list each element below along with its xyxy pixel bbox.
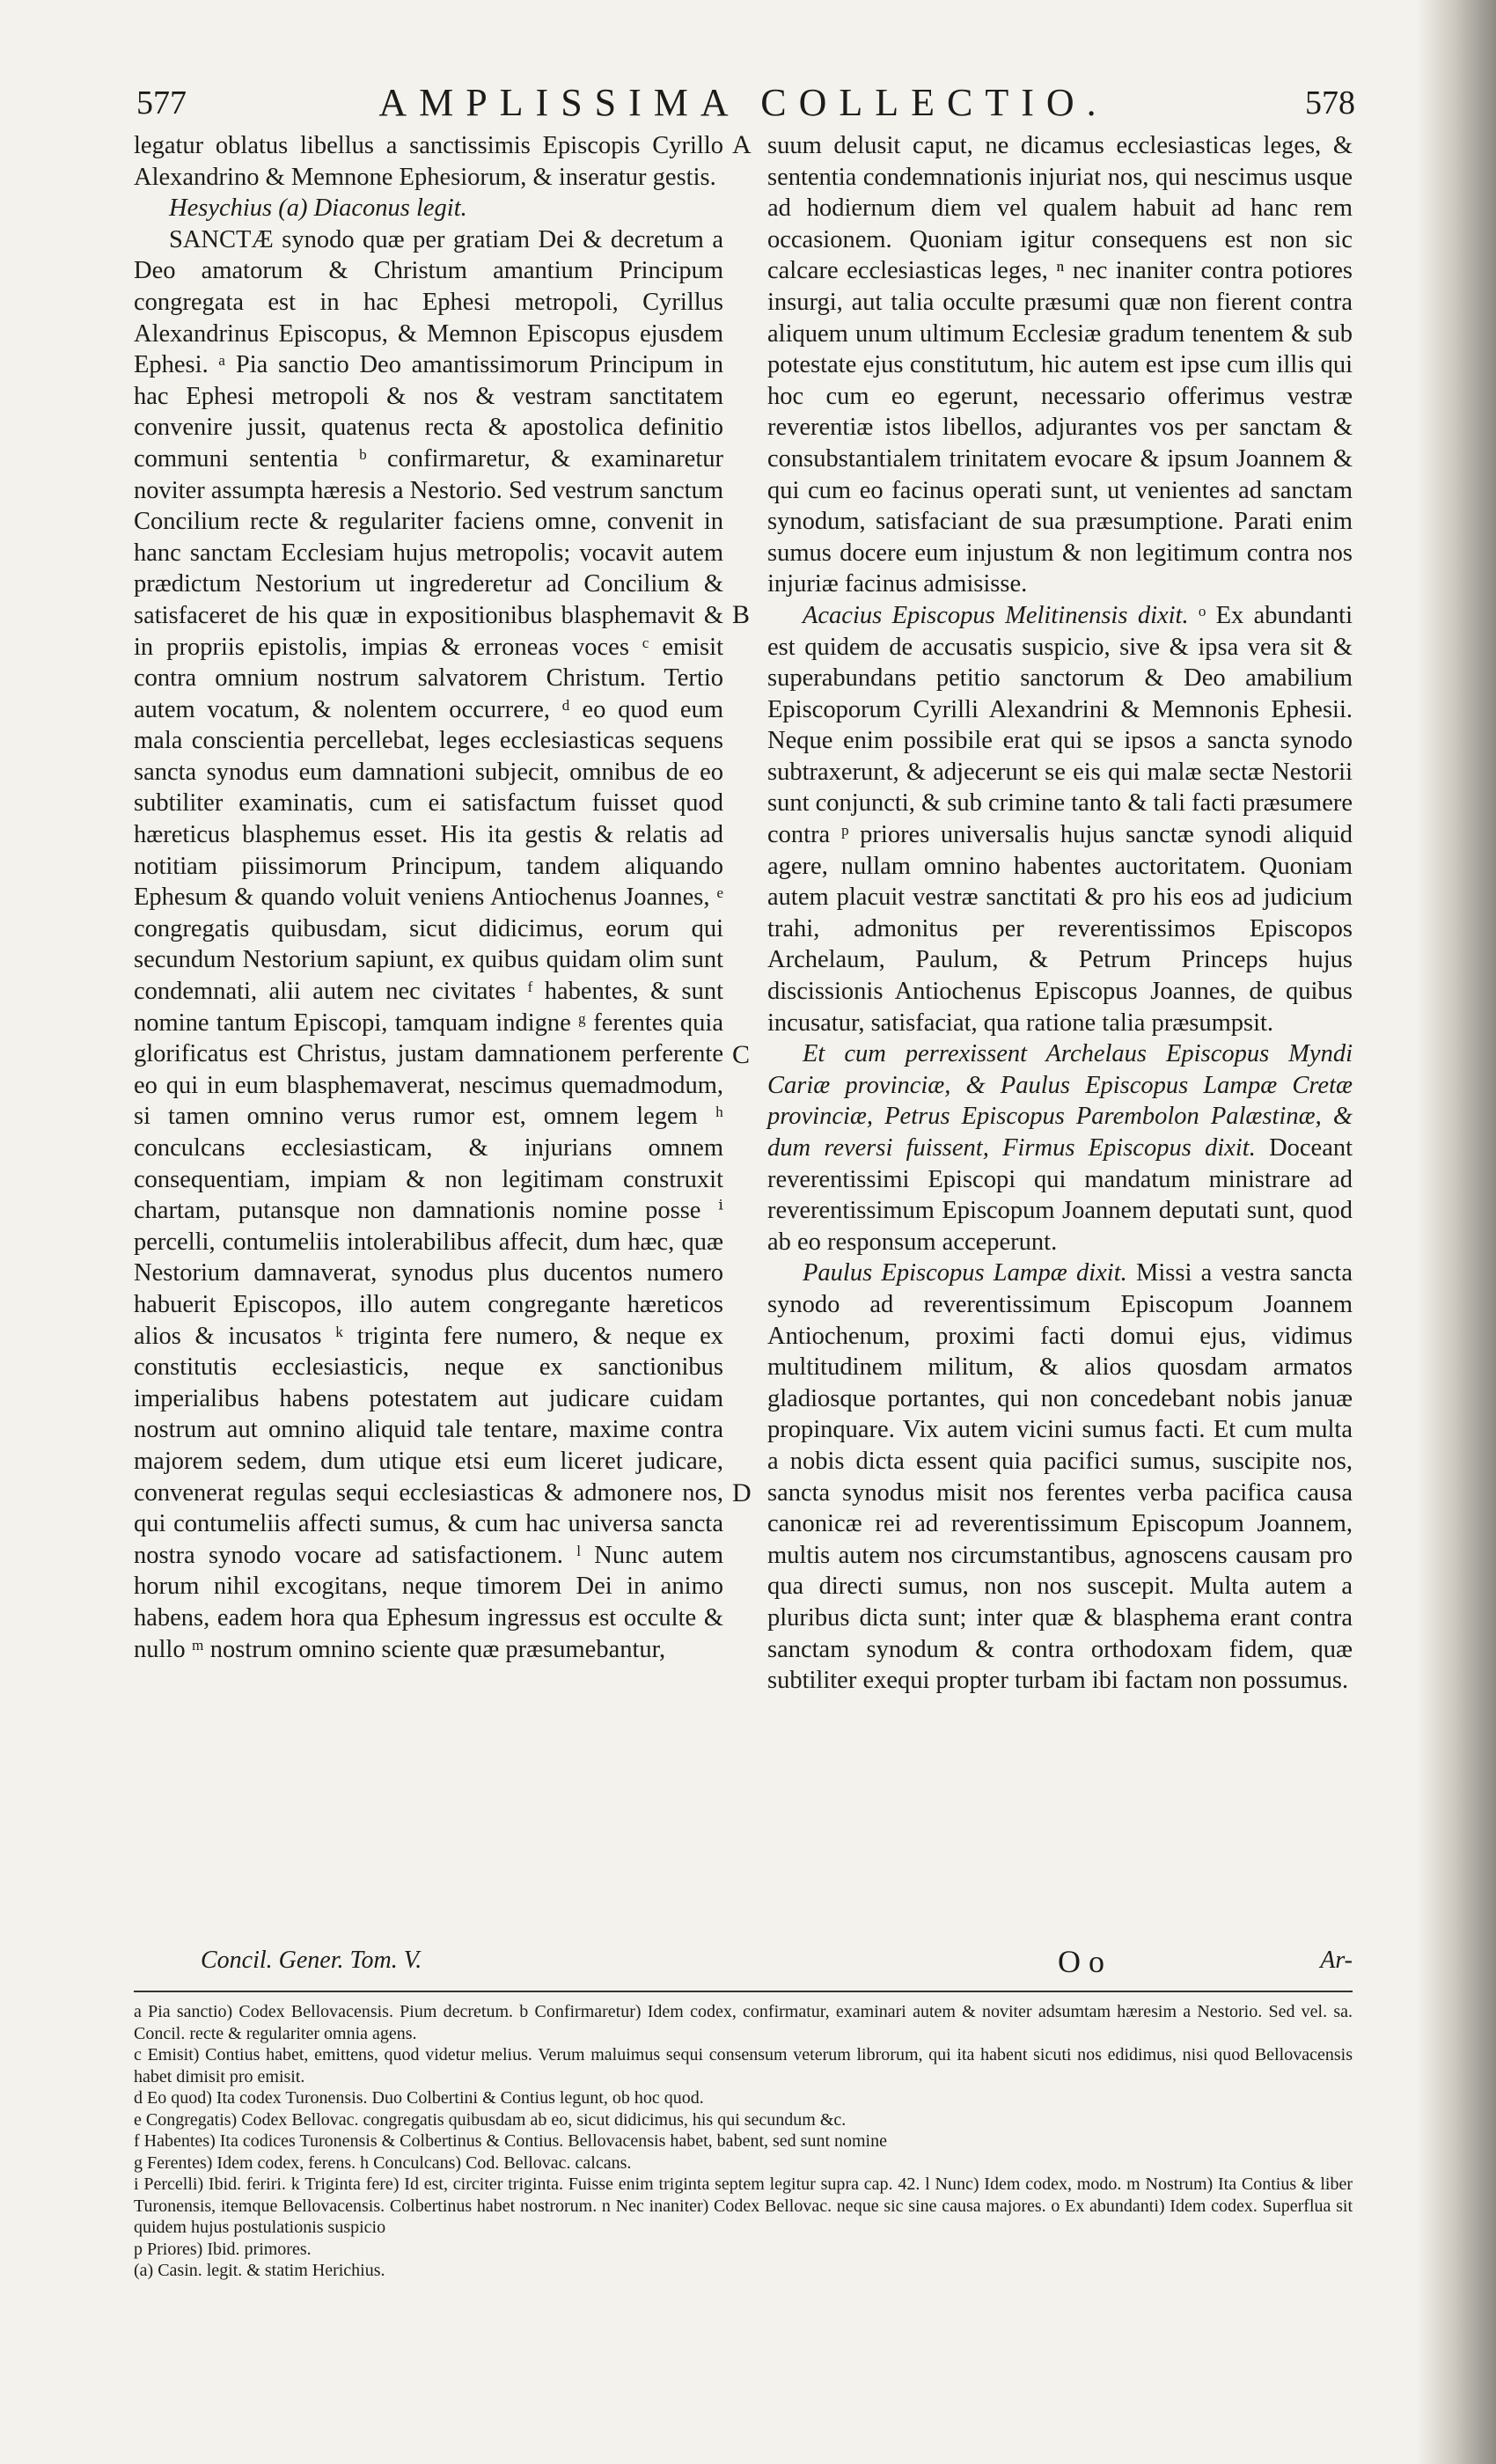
footnote-rule	[134, 1991, 1353, 1992]
margin-marker-d: D	[732, 1478, 752, 1507]
footnote: g Ferentes) Idem codex, ferens. h Conculcans) Cod. Bellovac. calcans.	[134, 2152, 632, 2173]
footnote: e Congregatis) Codex Bellovac. congregatis quibusdam ab eo, sicut didicimus, his qui secundum &c.	[134, 2109, 847, 2130]
footnote: f Habentes) Ita codices Turonensis & Colbertinus & Contius. Bellovacensis habet, babent, sed sunt nomine	[134, 2131, 887, 2151]
footnote: d Eo quod) Ita codex Turonensis. Duo Colbertini & Contius legunt, ob hoc quod.	[134, 2088, 704, 2108]
page-number-left: 577	[136, 84, 187, 121]
volume-signature: Concil. Gener. Tom. V.	[201, 1947, 422, 1974]
left-column	[134, 130, 723, 1665]
right-opening: suum delusit caput, ne dicamus ecclesiasticas leges, & sententia condemnationis injuriat nos, qui nescimus usque ad hodiernum diem vel qualem habuit ad hanc rem occasionem. Quoniam igitur consequens est non sic calcare ecclesiasticas leges, ⁿ nec inaniter contra potiores insurgi, aut talia occulte præsumi quæ non fierent contra aliquem unum ultimum Ecclesiæ gradum tenentem & sub potestate ejus constitutum, hic autem est ipse cum illis qui hoc cum eo egerunt, necessario offerimus vestræ reverentiæ istos libellos, adjurantes vos per sanctam & consubstantialem trinitatem evocare & ipsum Joannem & qui cum eo facinus operati sunt, ut venientes ad sanctam synodum, satisfaciant de sua præsumptione. Parati enim sumus docere eum injustum & non legitimum contra nos injuriæ facinus admisisse.	[767, 132, 1353, 598]
left-intro: legatur oblatus libellus a sanctissimis Episcopis Cyrillo Alexandrino & Memnone Ephesiorum, & inseratur gestis.	[134, 132, 723, 191]
right-column	[767, 130, 1353, 1697]
footnote: p Priores) Ibid. primores.	[134, 2239, 312, 2259]
footnote: a Pia sanctio) Codex Bellovacensis. Pium decretum. b Confirmaretur) Idem codex, confirmatur, examinari autem & noviter adsumtam hæresim a Nestorio. Sed vel. sa. Concil. recte & regulariter omnia agens.	[134, 2002, 1353, 2043]
narrative-text: Et cum perrexissent Archelaus Episcopus Myndi Cariæ provinciæ, & Paulus Episcopus Lampæ Cretæ provinciæ, Petrus Episcopus Parembolon Palæstinæ, & dum reversi fuissent, Firmus Episcopus dixit.	[767, 1040, 1353, 1162]
running-title: AMPLISSIMA COLLECTIO.	[378, 81, 1109, 124]
page-header	[132, 81, 1355, 128]
firmus-text: Doceant reverentissimi Episcopi qui mandatum ministrare ad reverentissimum Episcopum Joannem deputati sunt, quod ab eo responsum acceperunt.	[767, 1134, 1353, 1256]
paulus-paragraph	[767, 1258, 1353, 1696]
margin-marker-c: C	[732, 1040, 751, 1069]
footnote: c Emisit) Contius habet, emittens, quod videtur melius. Verum maluimus sequi consensum veterum librorum, qui ita habent sicuti nos edidimus, nisi quod Bellovacensis habet dimisit pro emisit.	[134, 2045, 1353, 2086]
speaker-acacius: Acacius Episcopus Melitinensis dixit.	[803, 601, 1189, 629]
catchline	[134, 1944, 1353, 1982]
footnote: i Percelli) Ibid. feriri. k Triginta fere) Id est, circiter triginta. Fuisse enim triginta septem legitur supra cap. 42. l Nunc) Idem codex, modo. m Nostrum) Ita Contius & liber Turonensis, itemque Bellovacensis. Colbertinus habet nostrorum. n Nec inaniter) Codex Bellovac. neque sic sine causa majores. o Ex abundanti) Idem codex. Superflua sit quidem hujus postulationis suspicio	[134, 2174, 1353, 2237]
acacius-text: ᵒ Ex abundanti est quidem de accusatis suspicio, sive & ipsa vera sit & superabundans petitio sanctorum & Deo amabilium Episcoporum Cyrilli Alexandrini & Memnonis Ephesii. Neque enim possibile erat qui se ipsos a sancta synodo subtraxerunt, & adjecerunt se eis qui malæ sectæ Nestorii sunt conjuncti, & sub crimine tanto & tali facti præsumere contra ᵖ priores universalis hujus sanctæ synodi aliquid agere, nullam omnino habentes auctoritatem. Quoniam autem placuit vestræ sanctitati & pro his eos ad judicium trahi, admonitus per reverentissimos Episcopos Archelaum, Paulum, & Petrum Princeps hujus discissionis Antiochenus Episcopus Joannes, de quibus incusatur, satisfaciat, qua ratione talia præsumpsit.	[767, 601, 1353, 1037]
narrative-paragraph	[767, 1038, 1353, 1258]
gathering-signature: O o	[1058, 1944, 1104, 1979]
paulus-text: Missi a vestra sancta synodo ad reverentissimum Episcopum Joannem Antiochenum, proximi facti domui ejus, vidimus multitudinem militum, & alios quosdam armatos gladiosque portantes, qui non concedebant nobis januæ propinquare. Vix autem vicini sumus facti. Et cum multa a nobis dicta essent quia pacifici sumus, suscipite nos, sancta synodus misit nos ferentes verba pacifica causa canonicæ rei ad reverentissimum Episcopum Joannem, multis autem nos circumstantibus, agnoscens causam pro qua directi sumus, non nos suscepit. Multa autem a pluribus dicta sunt; inter quæ & blasphema erant contra sanctam synodum & contra orthodoxam fidem, quæ subtiliter exequi propter turbam ibi factam non possumus.	[767, 1259, 1353, 1695]
left-body: SANCTÆ synodo quæ per gratiam Dei & decretum a Deo amatorum & Christum amantium Principum congregata est in hac Ephesi metropoli, Cyrillus Alexandrinus Episcopus, & Memnon Episcopus ejusdem Ephesi. ᵃ Pia sanctio Deo amantissimorum Principum in hac Ephesi metropoli & nos & vestram sanctitatem convenire jussit, quatenus recta & apostolica definitio communi sententia ᵇ confirmaretur, & examinaretur noviter assumpta hæresis a Nestorio. Sed vestrum sanctum Concilium recte & regulariter faciens omne, convenit in hanc sanctam Ecclesiam hujus metropolis; vocavit autem prædictum Nestorium ut ingrederetur ad Concilium & satisfaceret de his quæ in expositionibus blasphemavit & in propriis epistolis, impias & erroneas voces ᶜ emisit contra omnium nostrum salvatorem Christum. Tertio autem vocatum, & nolentem occurrere, ᵈ eo quod eum mala conscientia percellebat, leges ecclesiasticas sequens sancta synodus eum damnationi subjecit, omnibus de eo subtiliter examinatis, cum ei satisfactum fuisset quod hæreticus blasphemus esset. His ita gestis & relatis ad notitiam piissimorum Principum, tandem aliquando Ephesum & quando voluit veniens Antiochenus Joannes, ᵉ congregatis quibusdam, sicut didicimus, eorum qui secundum Nestorium sapiunt, ex quibus quidam olim sunt condemnati, alii autem nec civitates ᶠ habentes, & sunt nomine tantum Episcopi, tamquam indigne ᵍ ferentes quia glorificatus est Christus, justam damnationem perferente eo qui in eum blasphemaverat, nescimus quemadmodum, si tamen omnino verus rumor est, omnem legem ʰ conculcans ecclesiasticam, & injurians omnem consequentiam, impiam & non legitimam construxit chartam, putansque non damnationis nomine posse ⁱ percelli, contumeliis intolerabilibus affecit, dum hæc, quæ Nestorium damnaverat, synodus plus ducentos numero habuerit Episcopos, illo autem congregante hæreticos alios & incusatos ᵏ triginta fere numero, & neque ex constitutis ecclesiasticis, neque ex sanctionibus imperialibus habens potestatem aut judicare cuidam nostrum aut omnino aliquid tale tentare, maxime contra majorem sedem, dum utique etsi eum liceret judicare, convenerat regulas sequi ecclesiasticas & admonere nos, qui contumeliis affecti sumus, & cum hac universa sancta nostra synodo vocare ad satisfactionem. ˡ Nunc autem horum nihil excogitans, neque timorem Dei in animo habens, eadem hora qua Ephesum ingressus est occulte & nullo ᵐ nostrum omnino sciente quæ præsumebantur,	[134, 225, 723, 1663]
page-number-right: 578	[1305, 84, 1355, 121]
margin-marker-a: A	[732, 130, 752, 159]
acacius-paragraph	[767, 600, 1353, 1038]
book-spine-shadow	[1417, 0, 1496, 2464]
catchword: Ar-	[1320, 1947, 1353, 1974]
footnotes	[134, 2001, 1353, 2282]
speaker-hesychius: Hesychius (a) Diaconus legit.	[169, 194, 467, 223]
footnote: (a) Casin. legit. & statim Herichius.	[134, 2261, 385, 2280]
speaker-paulus: Paulus Episcopus Lampæ dixit.	[803, 1259, 1127, 1287]
margin-marker-b: B	[732, 600, 751, 629]
